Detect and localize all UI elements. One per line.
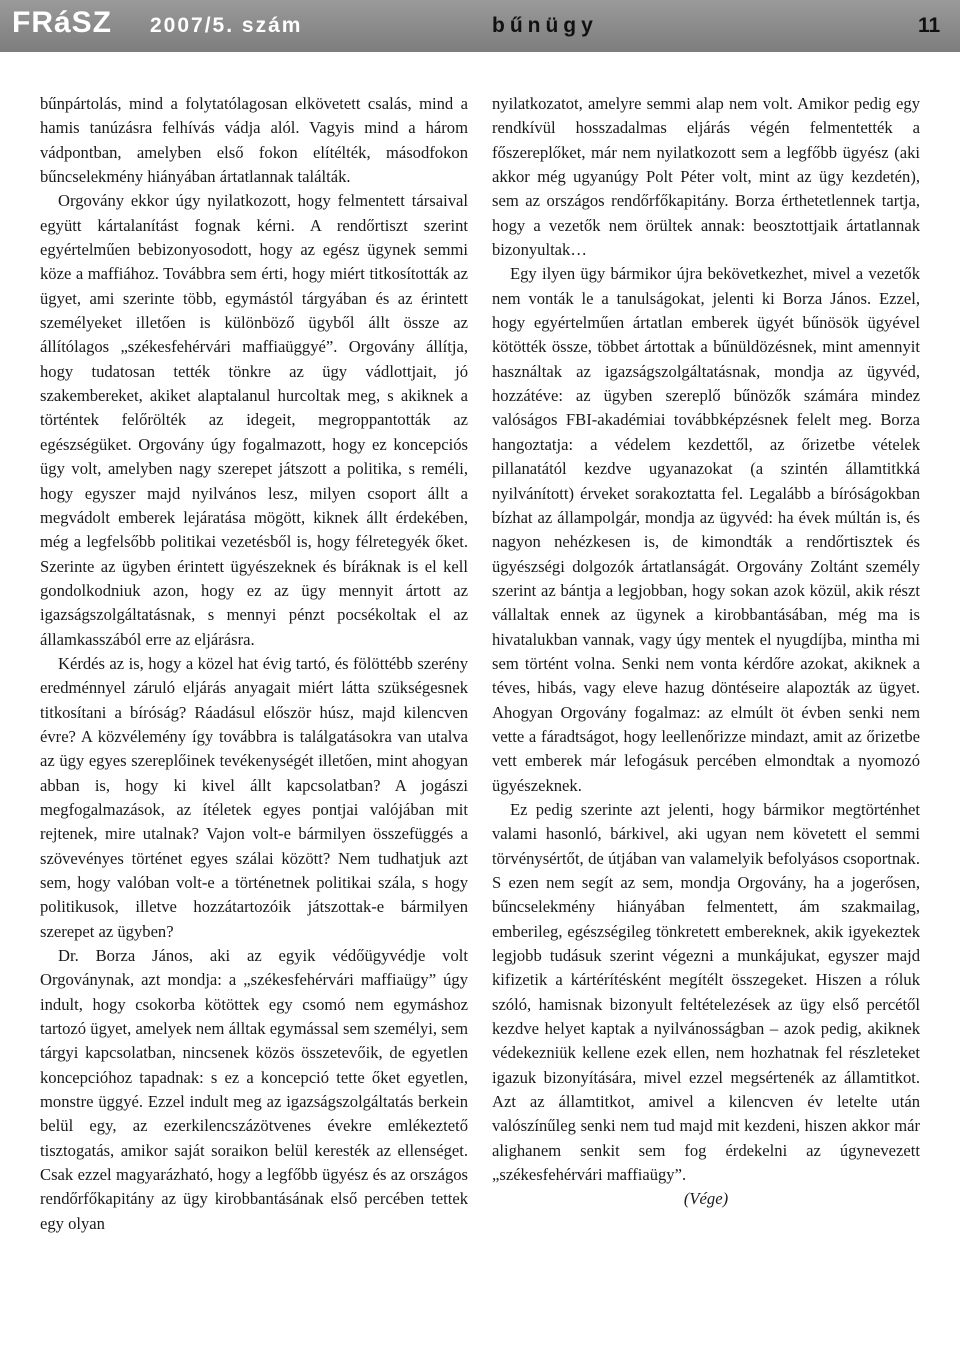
- section-title: bűnügy: [492, 14, 598, 37]
- article-column-left: [40, 92, 468, 1236]
- issue-label: 2007/5. szám: [150, 14, 303, 37]
- article-column-right: [492, 92, 920, 1212]
- paragraph: bűnpártolás, mind a folytatólagosan elkövetett csalás, mind a hamis tanúzásra felhívás vádja alól. Vagyis mind a három vádpontban, amelyben első fokon elítélték, másodfokon bűncselekmény hiányában ártatlannak találták.: [40, 94, 468, 187]
- paragraph: Dr. Borza János, aki az egyik védőügyvédje volt Orgoványnak, azt mondja: a „székesfehérvári maffiaügy” úgy indult, hogy csokorba kötöttek egy csomó nem egymáshoz tartozó ügyet, amelyek nem álltak egymással sem személyi, sem tárgyi kapcsolatban, nincsenek közös összetevőik, de egyetlen koncepcióhoz tapadnak: s ez a koncepció tette őket egyetlen, monstre üggyé. Ezzel indult meg az igazságszolgáltatás berkein belül egy, az ezerkilencszázötvenes évekre emlékeztető tisztogatás, amikor saját soraikon belül keresték az ellenséget. Csak ezzel magyarázható, hogy a legfőbb ügyész és az országos rendőrfőkapitány az ügy kirobbantásának első percében tettek egy olyan: [40, 946, 468, 1233]
- page-number: 11: [918, 14, 941, 37]
- paragraph: Orgovány ekkor úgy nyilatkozott, hogy felmentett társaival együtt kártalanítást fognak kérni. A rendőrtiszt szerint egyértelműen bebizonyosodott, hogy az egész ügynek semmi köze a maffiához. Továbbra sem érti, hogy miért titkosították az ügyet, ami szerinte több, egymástól tárgyában és az érintett személyeket illetően is különböző ügyből állt össze az állítólagos „székesfehérvári maffiaüggyé”. Orgovány állítja, hogy tudatosan tették tönkre az ügy vádlottjait, jó szakembereket, akiket alaptalanul hurcoltak meg, s akiknek a történtek felőrölték az idegeit, megroppantották az egészségüket. Orgovány úgy fogalmazott, hogy ez koncepciós ügy volt, amelyben nagy szerepet játszott a politika, s reméli, hogy egyszer majd nyilvános lesz, milyen csoport állt a megvádolt emberek lejáratása mögött, kiknek állt érdekében, még a legfelsőbb politikai vezetésből is, hogy félretegyék őket. Szerinte az ügyben érintett ügyészeknek és bíráknak is el kell gondolkodniuk azon, hogy ez az ügy mennyit ártott az igazságszolgáltatásnak, s mennyi pénzt pocsékoltak el az államkasszából erre az eljárásra.: [40, 191, 468, 649]
- paragraph: Egy ilyen ügy bármikor újra bekövetkezhet, mivel a vezetők nem vonták le a tanulságokat, jelenti ki Borza János. Ezzel, hogy egyértelműen ártatlan emberek ügyét bűnösök ügyével kötötték össze, többet ártottak a bűnüldözésnek, mint amennyit használtak az igazságszolgáltatásnak, mondja az ügyvéd, hozzátéve: az ügyben szereplő bűnözők számára mindez valóságos FBI-akadémiai továbbképzésnek felelt meg. Borza hangoztatja: a védelem kezdettől, az őrizetbe vételek pillanatától kezdve ugyanazokat (a szintén államtitkká nyilvánított) érveket sorakoztatta fel. Legalább a bíróságokban bízhat az állampolgár, mondja az ügyvéd: ha évek múltán is, és nagyon nehézkesen is, de kimondták a rendőrtisztek és ügyészségi dolgozók ártatlanságát. Orgovány Zoltánt személy szerint az bántja a legjobban, hogy sokan azok közül, akik részt vállaltak ennek az ügynek a kirobbantásában, még ma is hivatalukban vannak, vagy úgy mentek el nyugdíjba, mintha mi sem történt volna. Senki nem vonta kérdőre azokat, akiknek a téves, hibás, vagy eleve hazug döntéseire alapozták az ügyet. Ahogyan Orgovány fogalmaz: az elmúlt öt évben senki nem vette a fáradtságot, hogy leellenőrizze mindazt, amit az őrizetbe vett emberek már lefogásuk percében elmondtak a nyomozó ügyészeknek.: [492, 264, 920, 795]
- paragraph: Kérdés az is, hogy a közel hat évig tartó, és fölöttébb szerény eredménnyel záruló eljárás anyagait miért látta szükségesnek titkosítani a bíróság? Ráadásul először húsz, majd kilencven évre? A közvélemény így továbbra is találgatásokra van utalva az ügy egyes szereplőinek tevékenységét illetően, mint ahogyan abban is, hogy ki kivel állt kapcsolatban? A jogászi megfogalmazások, az ítéletek egyes pontjai valójában mit rejtenek, mire utalnak? Vajon volt-e bármilyen összefüggés a szövevényes történet egyes szálai között? Nem tudhatjuk azt sem, hogy valóban volt-e a történetnek politikai szála, s hogy politikusok, illetve hozzátartozóik játszottak-e bármilyen szerepet az ügyben?: [40, 653, 468, 941]
- page-header: [0, 0, 960, 52]
- paragraph: nyilatkozatot, amelyre semmi alap nem volt. Amikor pedig egy rendkívül hosszadalmas eljárás végén felmentették a főszereplőket, már nem nyilatkozott sem a legfőbb ügyész (aki akkor még ugyanúgy Polt Péter volt, mint az ügy kezdetén), sem az országos rendőrfőkapitány. Borza érthetetlennek tartja, hogy a vezetők nem örültek annak: beosztottjaik ártatlannak bizonyultak…: [492, 94, 920, 260]
- paragraph: Ez pedig szerinte azt jelenti, hogy bármikor megtörténhet valami hasonló, bárkivel, aki ugyan nem követett el semmi törvénysértőt, de útjában van valamelyik befolyásos csoportnak. S ezen nem segít az sem, mondja Orgovány, ha a jogerősen, bűncselekmény hiányában felmentett, ám szakmailag, emberileg, egészségileg tönkretett embereknek, akik igyekeztek legjobb tudásuk szerint végezni a munkájukat, egyszer majd kifizetik a kártérítésként megítélt összegeket. Hiszen a róluk szóló, hamisnak bizonyult feltételezések az ügy első percétől kezdve helyet kaptak a nyilvánosságban – azok pedig, akiknek védekezniük kellene ezek ellen, nem hozhatnak fel részleteket igazuk bizonyítására, mivel ezzel megsértenék az államtitkot. Azt az államtitkot, amivel a kilencven év letelte után valószínűleg senki nem tud majd mit kezdeni, hiszen akkor már alighanem senkit sem fog érdekelni az úgynevezett „székesfehérvári maffiaügy”.: [492, 799, 920, 1185]
- magazine-logo: FRáSZ: [12, 6, 113, 39]
- end-mark: (Vége): [683, 1189, 729, 1209]
